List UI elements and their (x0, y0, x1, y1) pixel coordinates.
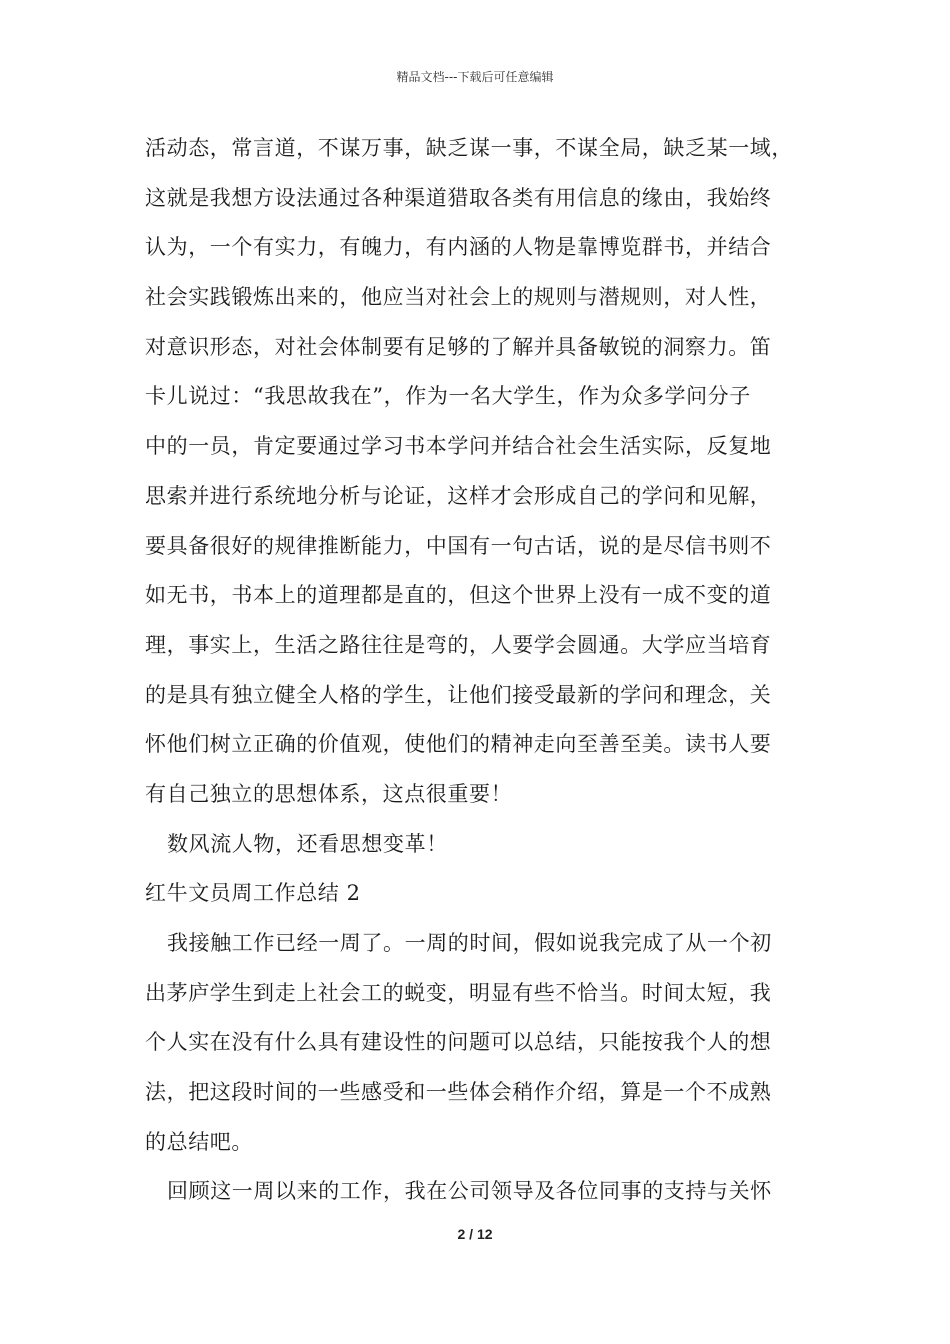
text-line: 思索并进行系统地分析与论证，这样才会形成自己的学问和见解， (145, 483, 772, 508)
text-line: 对意识形态，对社会体制要有足够的了解并具备敏锐的洞察力。笛 (145, 334, 772, 359)
text-line: 怀他们树立正确的价值观，使他们的精神走向至善至美。读书人要 (145, 732, 772, 757)
text-line: 这就是我想方设法通过各种渠道猎取各类有用信息的缘由，我始终 (145, 185, 772, 210)
text-line: 数风流人物，还看思想变革！ (167, 831, 448, 856)
text-line: 如无书，书本上的道理都是直的，但这个世界上没有一成不变的道 (145, 583, 772, 608)
text-line: 有自己独立的思想体系，这点很重要！ (145, 781, 513, 806)
text-line: 活动态，常言道，不谋万事，缺乏谋一事，不谋全局，缺乏某一域， (145, 136, 793, 160)
text-line: 出茅庐学生到走上社会工的蜕变，明显有些不恰当。时间太短，我 (145, 980, 772, 1005)
text-line: 理，事实上，生活之路往往是弯的，人要学会圆通。大学应当培育 (145, 632, 772, 657)
page-header: 精品文档---下载后可任意编辑 (396, 70, 554, 84)
text-line: 卡儿说过：“我思故我在”，作为一名大学生，作为众多学问分子 (145, 384, 751, 409)
text-line: 的总结吧。 (145, 1129, 253, 1154)
page-number: 2 / 12 (457, 1226, 493, 1242)
text-line: 红牛文员周工作总结 2 (145, 881, 361, 906)
text-line: 社会实践锻炼出来的，他应当对社会上的规则与潜规则，对人性， (145, 285, 772, 310)
text-line: 个人实在没有什么具有建设性的问题可以总结，只能按我个人的想 (145, 1030, 772, 1055)
text-line: 要具备很好的规律推断能力，中国有一句古话，说的是尽信书则不 (145, 533, 772, 558)
text-line: 我接触工作已经一周了。一周的时间，假如说我完成了从一个初 (167, 931, 772, 955)
text-line: 回顾这一周以来的工作，我在公司领导及各位同事的支持与关怀 (167, 1179, 772, 1204)
text-line: 的是具有独立健全人格的学生，让他们接受最新的学问和理念，关 (145, 682, 772, 707)
text-line: 中的一员，肯定要通过学习书本学问并结合社会生活实际，反复地 (145, 434, 772, 459)
text-line: 认为，一个有实力，有魄力，有内涵的人物是靠博览群书，并结合 (145, 235, 772, 260)
document-body (145, 124, 815, 1217)
text-line: 法，把这段时间的一些感受和一些体会稍作介绍，算是一个不成熟 (145, 1080, 772, 1105)
